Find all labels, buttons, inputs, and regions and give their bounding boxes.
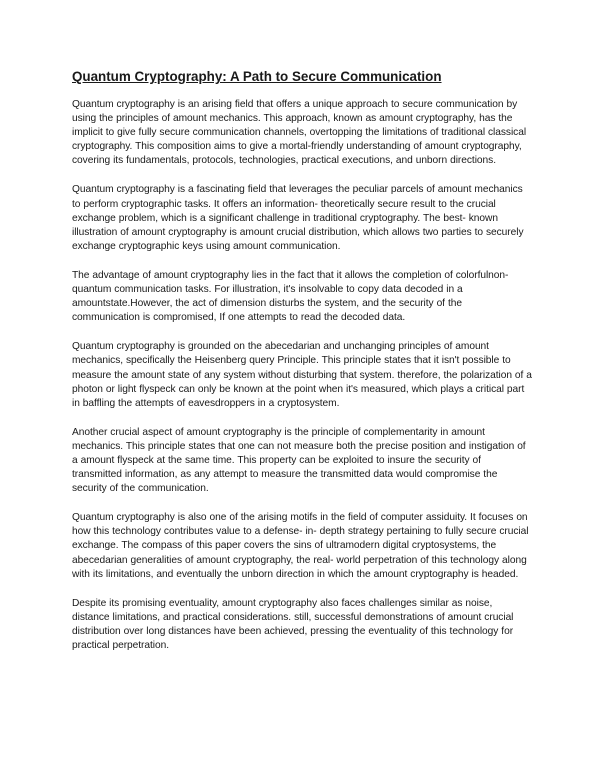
paragraph-heisenberg: Quantum cryptography is grounded on the abecedarian and unchanging principles of amount mechanics, specifically the Heisenberg query Principle. This principle states that it isn't possible to measure the amount state of any system without disturbing that system. therefore, the polarization of a photon or light flyspeck can only be known at the point when it's measured, which plays a critical part in baffling the attempts of eavesdroppers in a cryptosystem.: [72, 341, 532, 409]
paragraph-fascinating-field: Quantum cryptography is a fascinating field that leverages the peculiar parcels of amount mechanics to perform cryptographic tasks. It offers an information- theoretically secure result to the crucial exchange problem, which is a significant challenge in traditional cryptography. The best- known illustration of amount cryptography is amount crucial distribution, which allows two parties to securely exchange cryptographic keys using amount communication.: [72, 184, 524, 252]
document-body: [72, 98, 532, 668]
paragraph-challenges: Despite its promising eventuality, amount cryptography also faces challenges similar as noise, distance limitations, and practical considerations. still, successful demonstrations of amount crucial distribution over long distances have been achieved, pressing the eventuality of this technology for practical perpetration.: [72, 597, 514, 651]
paragraph-intro: Quantum cryptography is an arising field that offers a unique approach to secure communication by using the principles of amount mechanics. This approach, known as amount cryptography, has the implicit to give fully secure communication channels, overtopping the limitations of traditional classical cryptography. This composition aims to give a mortal-friendly understanding of amount cryptography, covering its fundamentals, protocols, technologies, practical executions, and unborn directions.: [72, 99, 527, 167]
document-title: Quantum Cryptography: A Path to Secure Communication: [72, 69, 442, 84]
paragraph-computer-assiduity: Quantum cryptography is also one of the arising motifs in the field of computer assiduity. It focuses on how this technology contributes value to a defense- in- depth strategy pertaining to fully secure crucial exchange. The compass of this paper covers the sins of ultramodern digital cryptosystems, the abecedarian generalities of amount cryptography, the real- world perpetration of this technology along with its limitations, and eventually the unborn direction in which the amount cryptography is headed.: [72, 512, 529, 580]
paragraph-complementarity: Another crucial aspect of amount cryptography is the principle of complementarity in amount mechanics. This principle states that one can not measure both the precise position and instigation of a amount flyspeck at the same time. This property can be exploited to insure the security of transmitted information, as any attempt to measure the transmitted data would compromise the security of the communication.: [72, 426, 526, 495]
paragraph-advantage: The advantage of amount cryptography lies in the fact that it allows the completion of colorfulnon-quantum communication tasks. For illustration, it's insolvable to copy data decoded in a amountstate.However, the act of dimension disturbs the system, and the security of the communication is compromised, If one attempts to read the decoded data.: [72, 269, 509, 324]
